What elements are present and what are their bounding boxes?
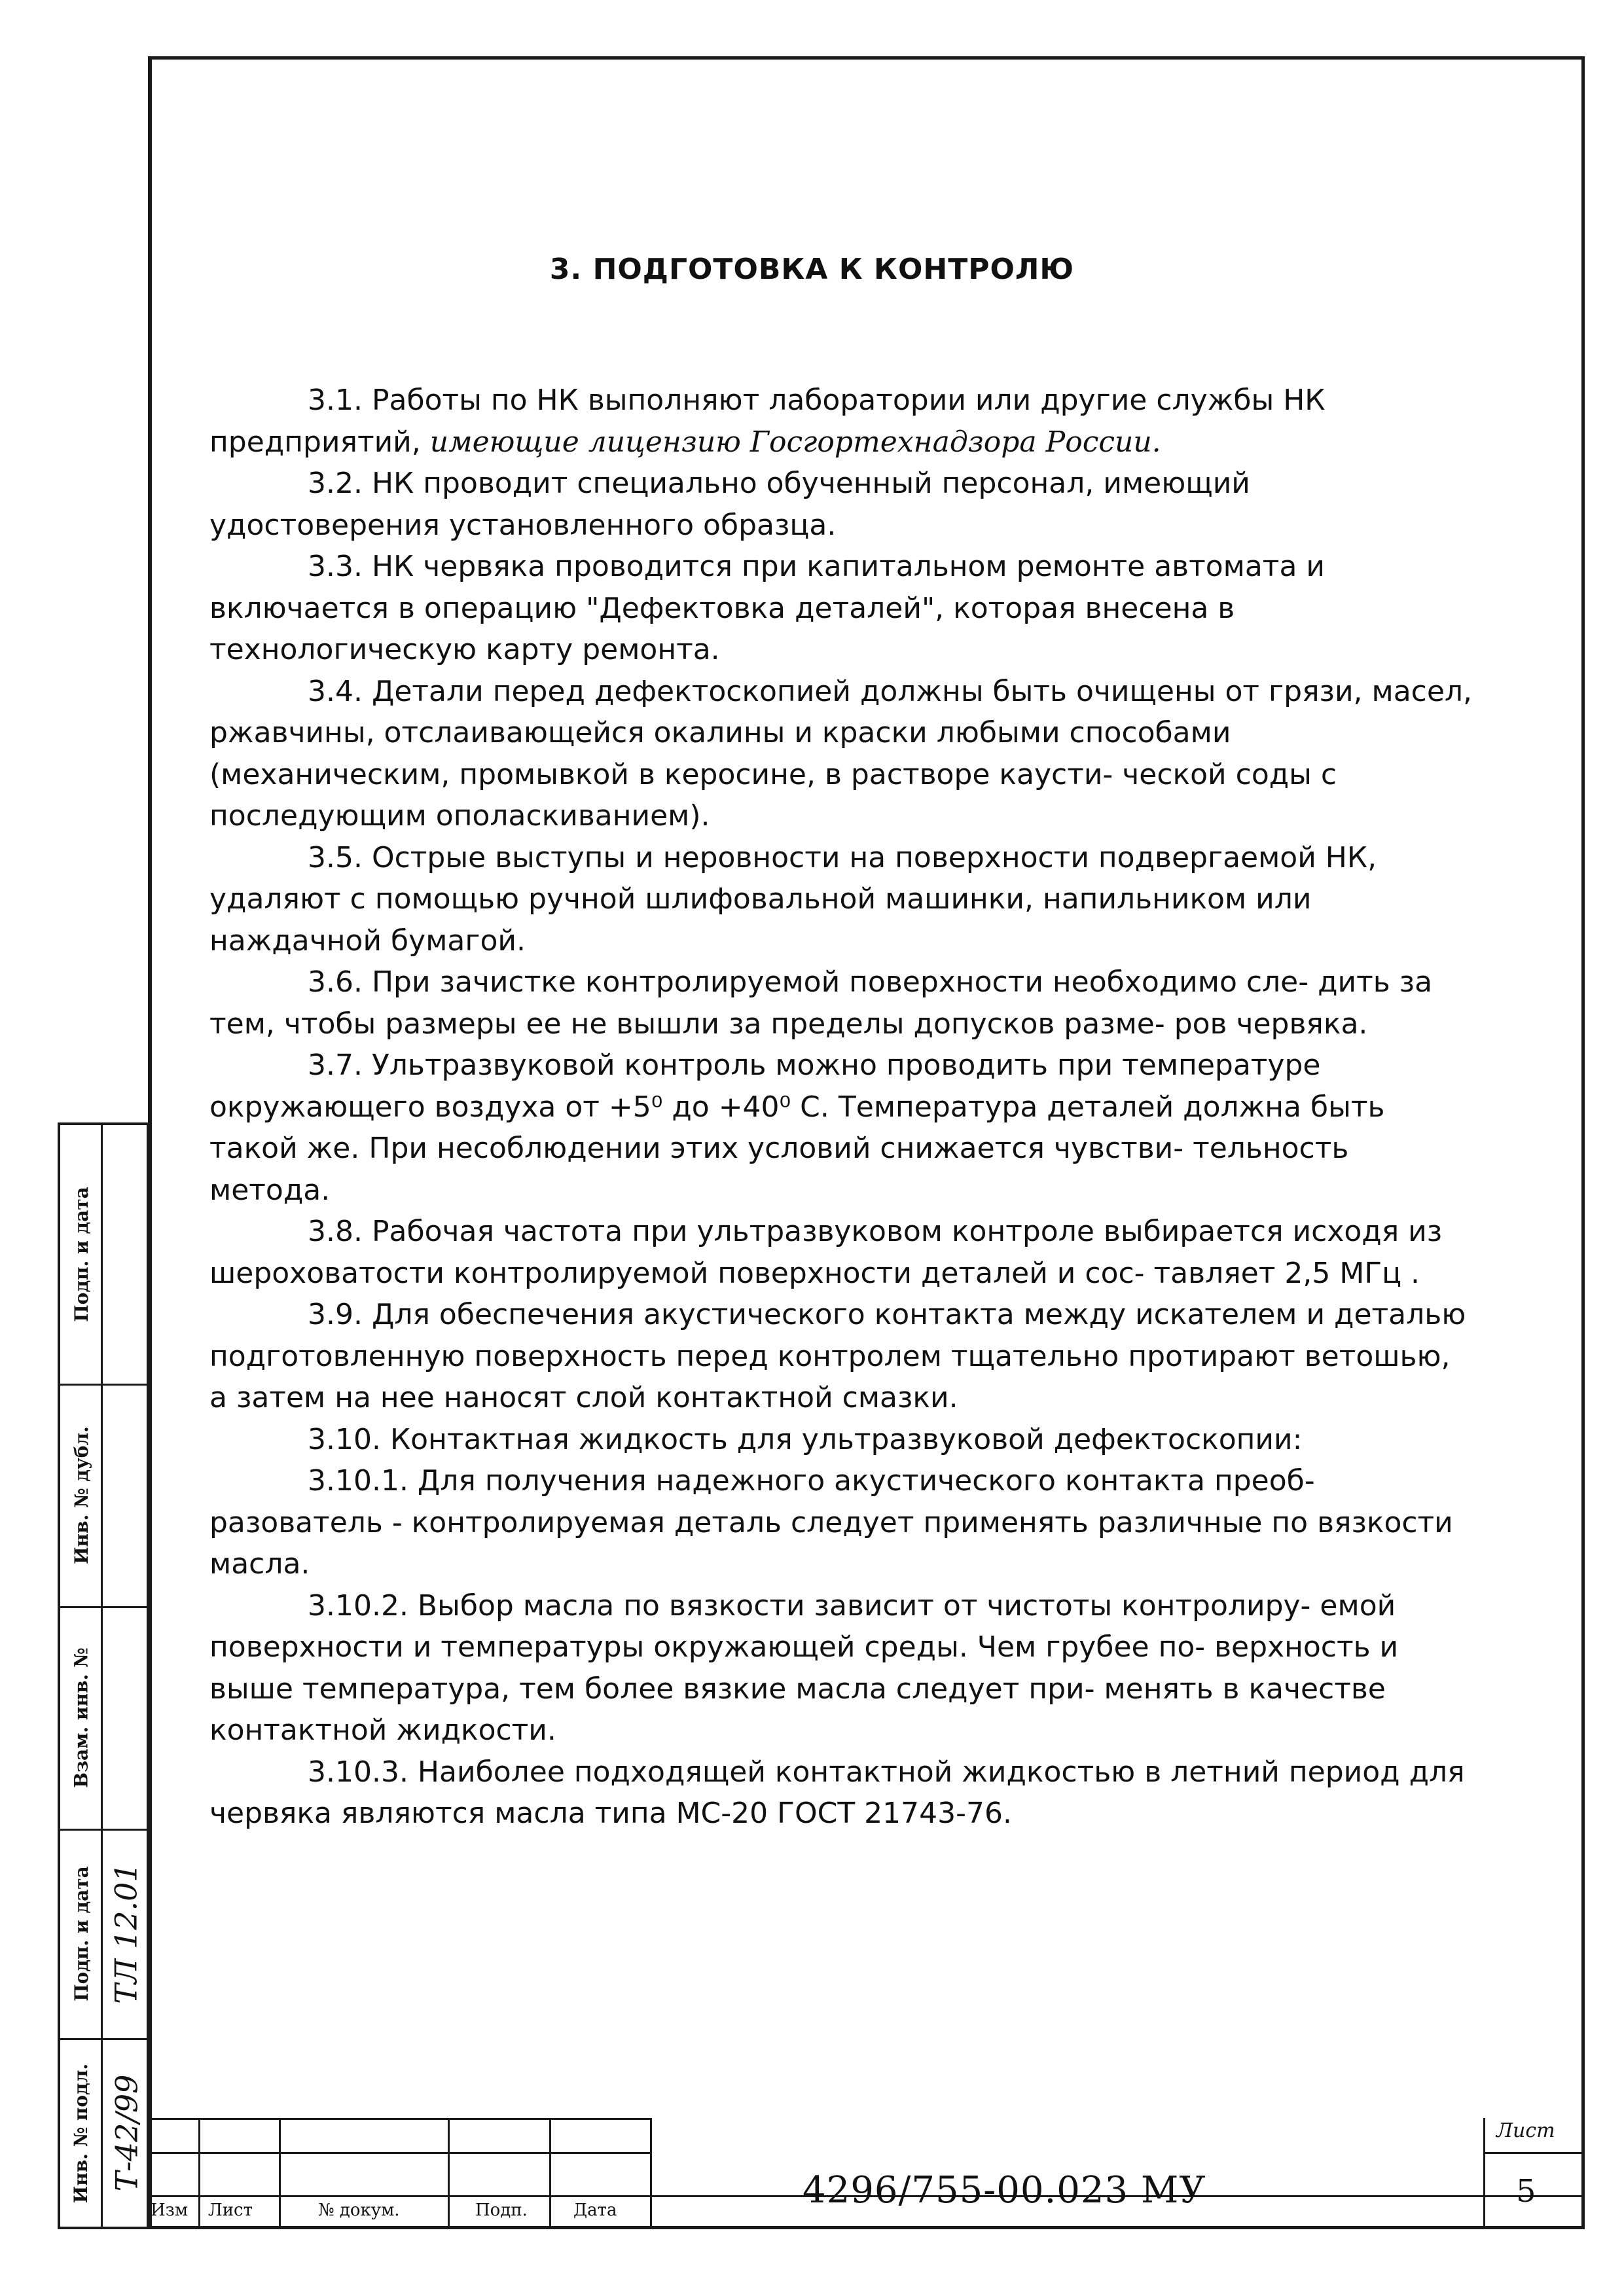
sheet-label: Лист [1496, 2119, 1555, 2142]
sheet-number: 5 [1516, 2173, 1536, 2210]
column-date: Дата [573, 2200, 617, 2220]
column-sheet: Лист [208, 2200, 253, 2220]
paragraph-3-1 [209, 380, 1473, 463]
margin-label-sign-date: Подп. и дата [70, 1187, 92, 1322]
paragraph-3-2: 3.2. НК проводит специально обученный персонал, имеющий удостоверения установленного образца. [209, 467, 1250, 542]
body-text [209, 380, 1473, 1835]
margin-divider [101, 1125, 103, 2227]
title-block-cell [1481, 2118, 1485, 2229]
handwritten-inventory-number: Т-42/99 [109, 2074, 145, 2192]
column-change: Изм [151, 2200, 189, 2220]
column-signature: Подп. [475, 2200, 528, 2220]
paragraph-3-9: 3.9. Для обеспечения акустического контакта между искателем и деталью подготовленную поверхность перед контролем тщательно протирают ветошью, а затем на нее наносят слой контактной смазки. [209, 1298, 1466, 1414]
paragraph-3-10-2: 3.10.2. Выбор масла по вязкости зависит от чистоты контролиру- емой поверхности и температуры окружающей среды. Чем грубее по- верхность и выше температура, тем более вязкие масла следует при- менять в качестве контактной жидкости. [209, 1588, 1399, 1747]
paragraph-3-7: 3.7. Ультразвуковой контроль можно проводить при температуре окружающего воздуха от +5⁰ до +40⁰ С. Температура деталей должна быть такой же. При несоблюдении этих условий снижается чувстви- тельность метода. [209, 1049, 1385, 1207]
paragraph-3-10-3: 3.10.3. Наиболее подходящей контактной жидкостью в летний период для червяка являются масла типа МС-20 ГОСТ 21743-76. [209, 1755, 1465, 1830]
section-heading: 3. ПОДГОТОВКА К КОНТРОЛЮ [549, 253, 1075, 286]
paragraph-3-10: 3.10. Контактная жидкость для ультразвуковой дефектоскопии: [308, 1422, 1303, 1456]
paragraph-3-8: 3.8. Рабочая частота при ультразвуковом контроле выбирается исходя из шероховатости контролируемой поверхности деталей и сос- тавляет 2,5 МГц . [209, 1215, 1443, 1290]
paragraph-3-3: 3.3. НК червяка проводится при капитальном ремонте автомата и включается в операцию "Дефектовка деталей", которая внесена в технологическую карту ремонта. [209, 550, 1325, 666]
paragraph-3-5: 3.5. Острые выступы и неровности на поверхности подвергаемой НК, удаляют с помощью ручной шлифовальной машинки, напильником или наждачной бумагой. [209, 840, 1377, 958]
document-code: 4296/755-00.023 МУ [803, 2169, 1206, 2212]
margin-label-dup-inv: Инв. № дубл. [70, 1426, 92, 1564]
title-block [148, 2118, 1585, 2229]
margin-stamp [58, 1122, 149, 2229]
column-doc-number: № докум. [318, 2200, 400, 2220]
paragraph-3-6: 3.6. При зачистке контролируемой поверхности необходимо сле- дить за тем, чтобы размеры ее не вышли за пределы допусков разме- ров червяка. [209, 965, 1433, 1041]
paragraph-3-10-1: 3.10.1. Для получения надежного акустического контакта преоб- разователь - контролируемая деталь следует применять различные по вязкости масла. [209, 1464, 1453, 1581]
margin-label-replace-inv: Взам. инв. № [70, 1647, 92, 1788]
handwritten-insert: имеющие лицензию Госгортехнадзора России. [429, 425, 1161, 459]
paragraph-3-1-text: 3.1. Работы по НК выполняют лаборатории или другие службы НК предприятий, [209, 384, 1326, 459]
margin-label-orig-inv: Инв. № подл. [70, 2063, 92, 2203]
paragraph-3-4: 3.4. Детали перед дефектоскопией должны быть очищены от грязи, масел, ржавчины, отслаивающейся окалины и краски любыми способами (механическим, промывкой в керосине, в растворе каусти- ческой соды с последующим ополаскиванием). [209, 674, 1473, 833]
margin-label-sign-date-2: Подп. и дата [70, 1865, 92, 2001]
handwritten-signature-date: ТЛ 12.01 [109, 1863, 145, 2004]
title-block-line [1483, 2152, 1585, 2154]
